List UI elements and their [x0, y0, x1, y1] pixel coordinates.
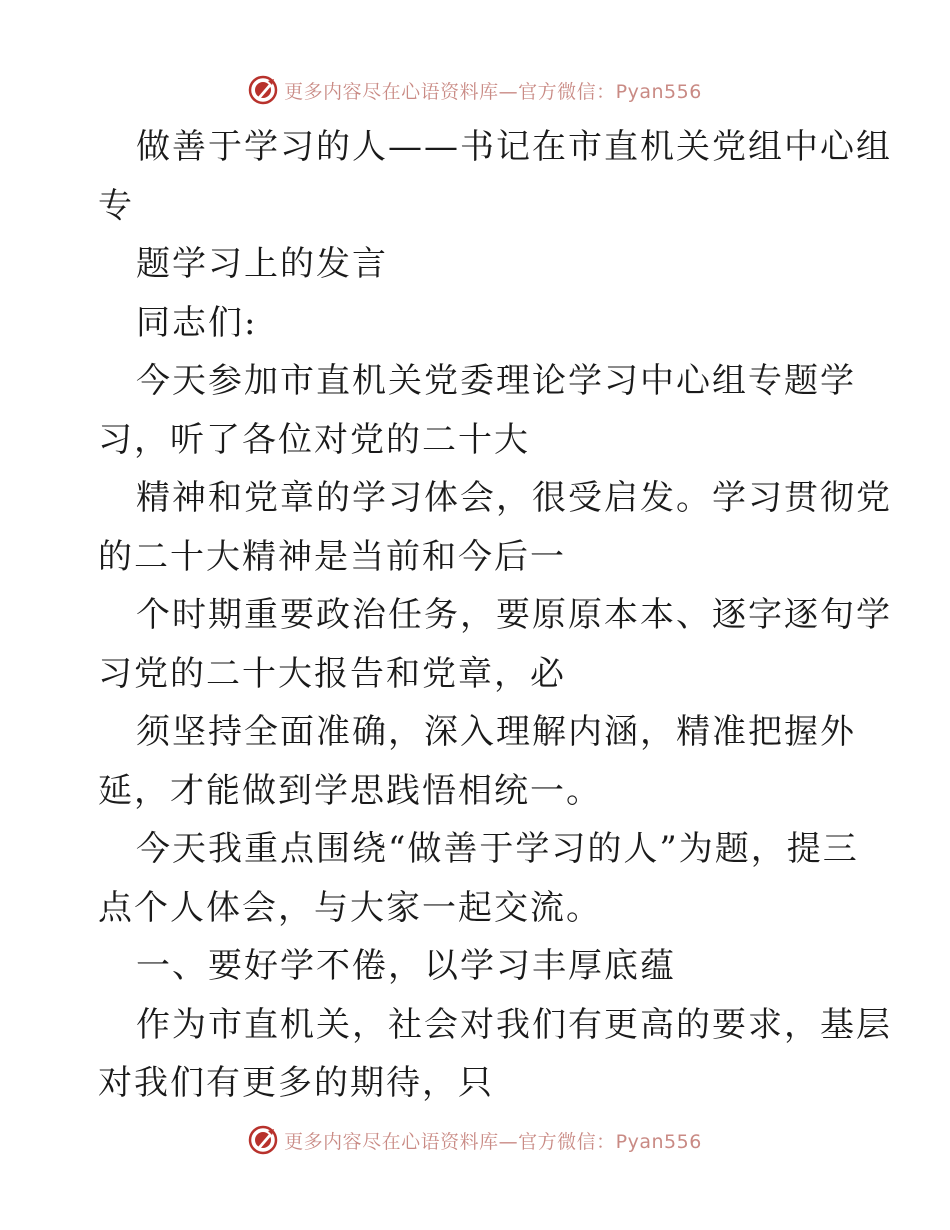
document-body — [98, 118, 892, 1113]
text-line: 一、要好学不倦，以学习丰厚底蕴 — [136, 946, 676, 986]
text-line: 点个人体会，与大家一起交流。 — [98, 887, 602, 928]
text-line: 做善于学习的人——书记在市直机关党组中心组 — [136, 127, 892, 167]
text-line: 精神和党章的学习体会，很受启发。学习贯彻党 — [136, 478, 892, 518]
watermark-footer — [0, 1120, 950, 1160]
text-line: 延，才能做到学思践悟相统一。 — [98, 770, 602, 811]
text-line: 个时期重要政治任务，要原原本本、逐字逐句学 — [136, 595, 892, 635]
text-line: 同志们: — [136, 302, 258, 343]
text-line: 须坚持全面准确，深入理解内涵，精准把握外 — [136, 712, 856, 752]
watermark-text: 更多内容尽在心语资料库—官方微信：Pyan556 — [284, 1130, 702, 1153]
watermark-text: 更多内容尽在心语资料库—官方微信：Pyan556 — [284, 80, 702, 103]
text-line: 习党的二十大报告和党章，必 — [98, 653, 566, 694]
text-line: 专 — [98, 185, 134, 226]
text-line: 习，听了各位对党的二十大 — [98, 419, 530, 460]
pen-nib-logo-icon — [248, 1125, 278, 1155]
text-line: 今天参加市直机关党委理论学习中心组专题学 — [136, 361, 856, 401]
text-line: 今天我重点围绕“做善于学习的人”为题，提三 — [136, 829, 859, 869]
text-line: 作为市直机关，社会对我们有更高的要求，基层 — [136, 1004, 892, 1045]
text-line: 的二十大精神是当前和今后一 — [98, 536, 566, 577]
text-line: 对我们有更多的期待，只 — [98, 1063, 494, 1103]
text-line: 题学习上的发言 — [136, 244, 388, 284]
pen-nib-logo-icon — [248, 75, 278, 105]
watermark-header — [0, 70, 950, 110]
